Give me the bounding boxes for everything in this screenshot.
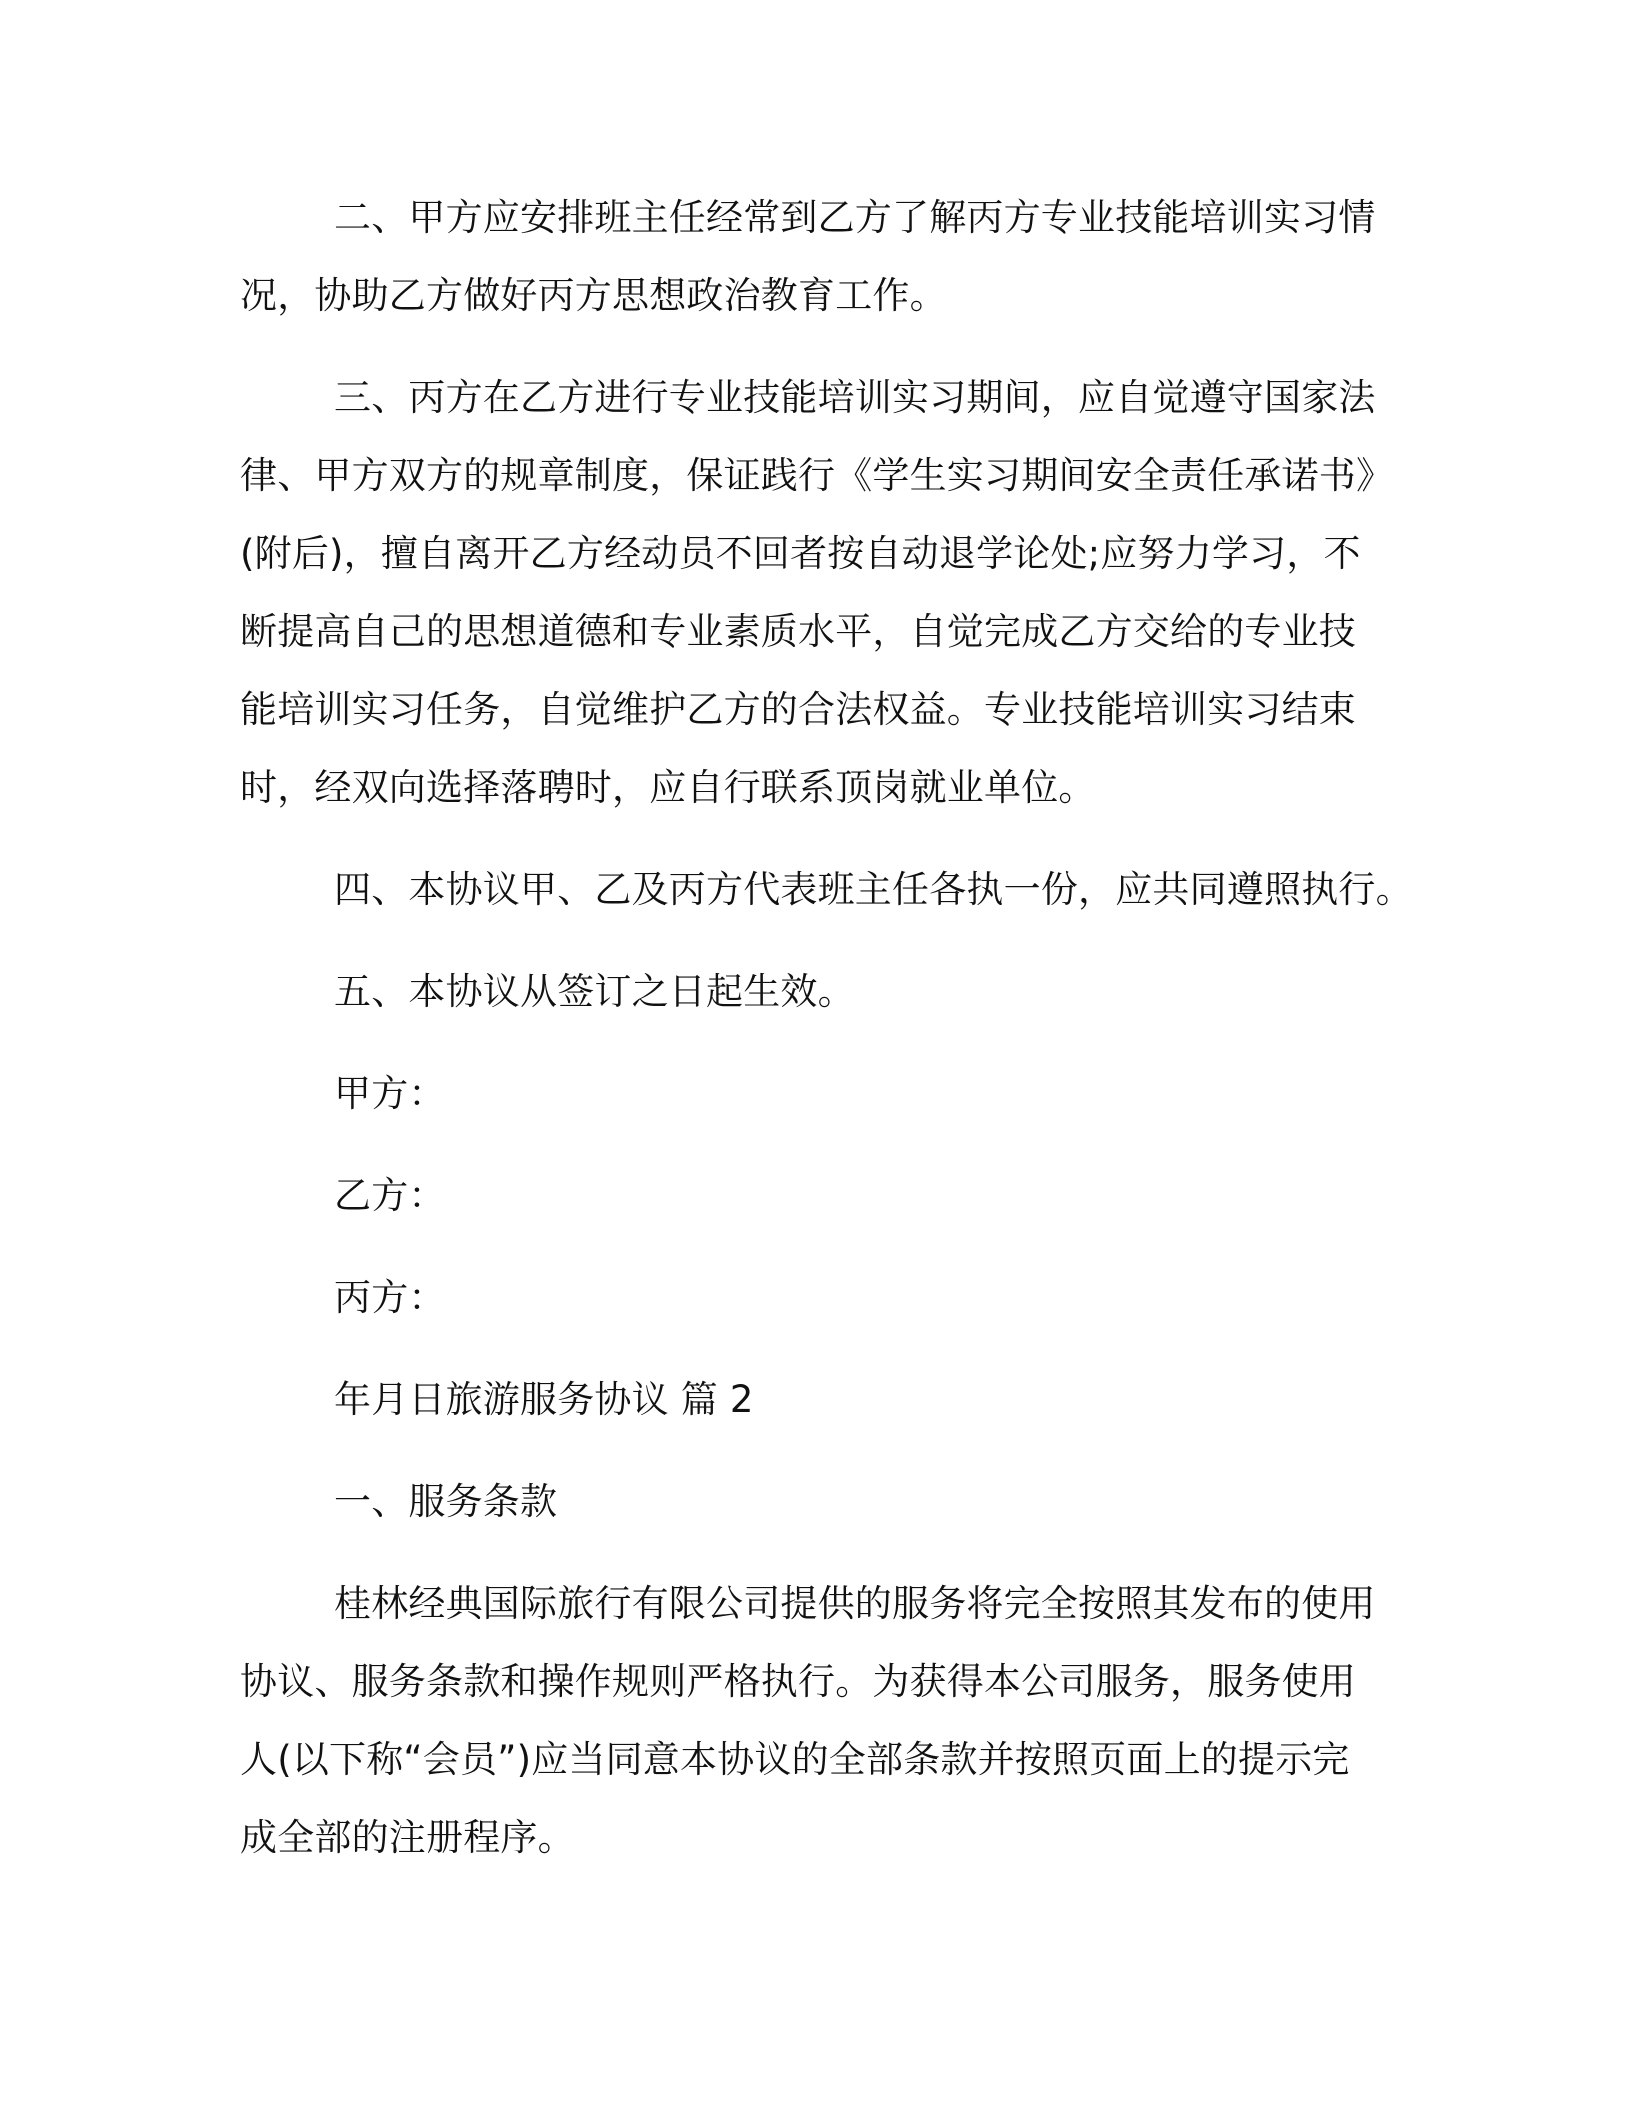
text-line: 五、本协议从签订之日起生效。 <box>334 970 855 1013</box>
text-line: 成全部的注册程序。 <box>240 1816 575 1859</box>
text-line: 二、甲方应安排班主任经常到乙方了解丙方专业技能培训实习情 <box>334 196 1376 239</box>
text-line: 况，协助乙方做好丙方思想政治教育工作。 <box>240 274 947 317</box>
party-a-label: 甲方： <box>334 1072 446 1115</box>
party-b-label: 乙方： <box>334 1174 446 1217</box>
text-line: 能培训实习任务，自觉维护乙方的合法权益。专业技能培训实习结束 <box>240 688 1356 731</box>
text-line: 三、丙方在乙方进行专业技能培训实习期间，应自觉遵守国家法 <box>334 376 1376 419</box>
text-line: 人(以下称“会员”)应当同意本协议的全部条款并按照页面上的提示完 <box>240 1738 1350 1781</box>
text-line: 时，经双向选择落聘时，应自行联系顶岗就业单位。 <box>240 766 1096 809</box>
text-line: (附后)，擅自离开乙方经动员不回者按自动退学论处;应努力学习，不 <box>240 532 1361 575</box>
text-line: 四、本协议甲、乙及丙方代表班主任各执一份，应共同遵照执行。 <box>334 868 1413 911</box>
clause-heading: 一、服务条款 <box>334 1480 558 1523</box>
section-title: 年月日旅游服务协议 篇 2 <box>334 1378 754 1421</box>
text-line: 桂林经典国际旅行有限公司提供的服务将完全按照其发布的使用 <box>334 1582 1376 1625</box>
text-line: 断提高自己的思想道德和专业素质水平，自觉完成乙方交给的专业技 <box>240 610 1356 653</box>
text-line: 律、甲方双方的规章制度，保证践行《学生实习期间安全责任承诺书》 <box>240 454 1394 497</box>
text-line: 协议、服务条款和操作规则严格执行。为获得本公司服务，服务使用 <box>240 1660 1356 1703</box>
party-c-label: 丙方： <box>334 1276 446 1319</box>
